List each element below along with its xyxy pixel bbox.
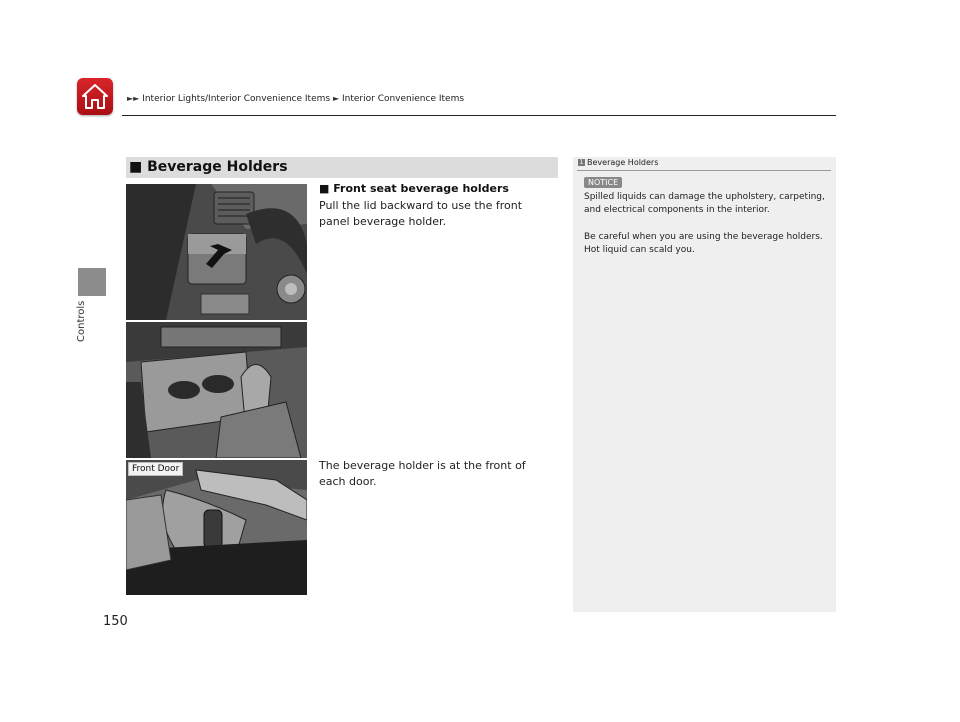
instruction-paragraph: Pull the lid backward to use the front panel beverage holder. bbox=[319, 199, 523, 228]
breadcrumb bbox=[127, 94, 464, 104]
subheading-text: Front seat beverage holders bbox=[333, 182, 509, 195]
front-panel-holder-image bbox=[126, 184, 307, 320]
note-title bbox=[578, 158, 658, 167]
caution-text: Be careful when you are using the beverage holders. Hot liquid can scald you. bbox=[584, 232, 823, 255]
note-panel bbox=[573, 157, 836, 612]
home-icon-button[interactable] bbox=[77, 78, 113, 115]
subheading bbox=[319, 182, 509, 195]
header-divider bbox=[122, 115, 836, 116]
note-divider bbox=[577, 170, 831, 171]
page-number: 150 bbox=[103, 614, 128, 629]
section-header bbox=[126, 157, 558, 178]
breadcrumb-item-interior-lights[interactable]: Interior Lights/Interior Convenience Items bbox=[142, 94, 331, 104]
door-holder-paragraph: The beverage holder is at the front of each door. bbox=[319, 459, 526, 488]
note-reference-icon: 1 bbox=[579, 159, 584, 166]
side-tab-label: Controls bbox=[76, 300, 87, 342]
section-bullet-icon: ■ bbox=[129, 159, 143, 175]
side-tab-marker bbox=[78, 268, 106, 296]
section-title: Beverage Holders bbox=[147, 159, 288, 175]
console-holder-image bbox=[126, 322, 307, 458]
breadcrumb-arrow-icon: ► bbox=[332, 94, 340, 103]
subheading-bullet-icon: ■ bbox=[319, 182, 330, 195]
note-title-text: Beverage Holders bbox=[587, 158, 659, 167]
notice-badge: NOTICE bbox=[584, 177, 622, 188]
home-icon bbox=[80, 82, 110, 111]
image-caption-front-door: Front Door bbox=[128, 462, 183, 476]
door-holder-image bbox=[126, 460, 307, 595]
breadcrumb-item-convenience[interactable]: Interior Convenience Items bbox=[342, 94, 465, 104]
breadcrumb-arrow-icon: ►► bbox=[127, 94, 140, 103]
notice-text: Spilled liquids can damage the upholstery, carpeting, and electrical components in the interior. bbox=[584, 192, 825, 215]
